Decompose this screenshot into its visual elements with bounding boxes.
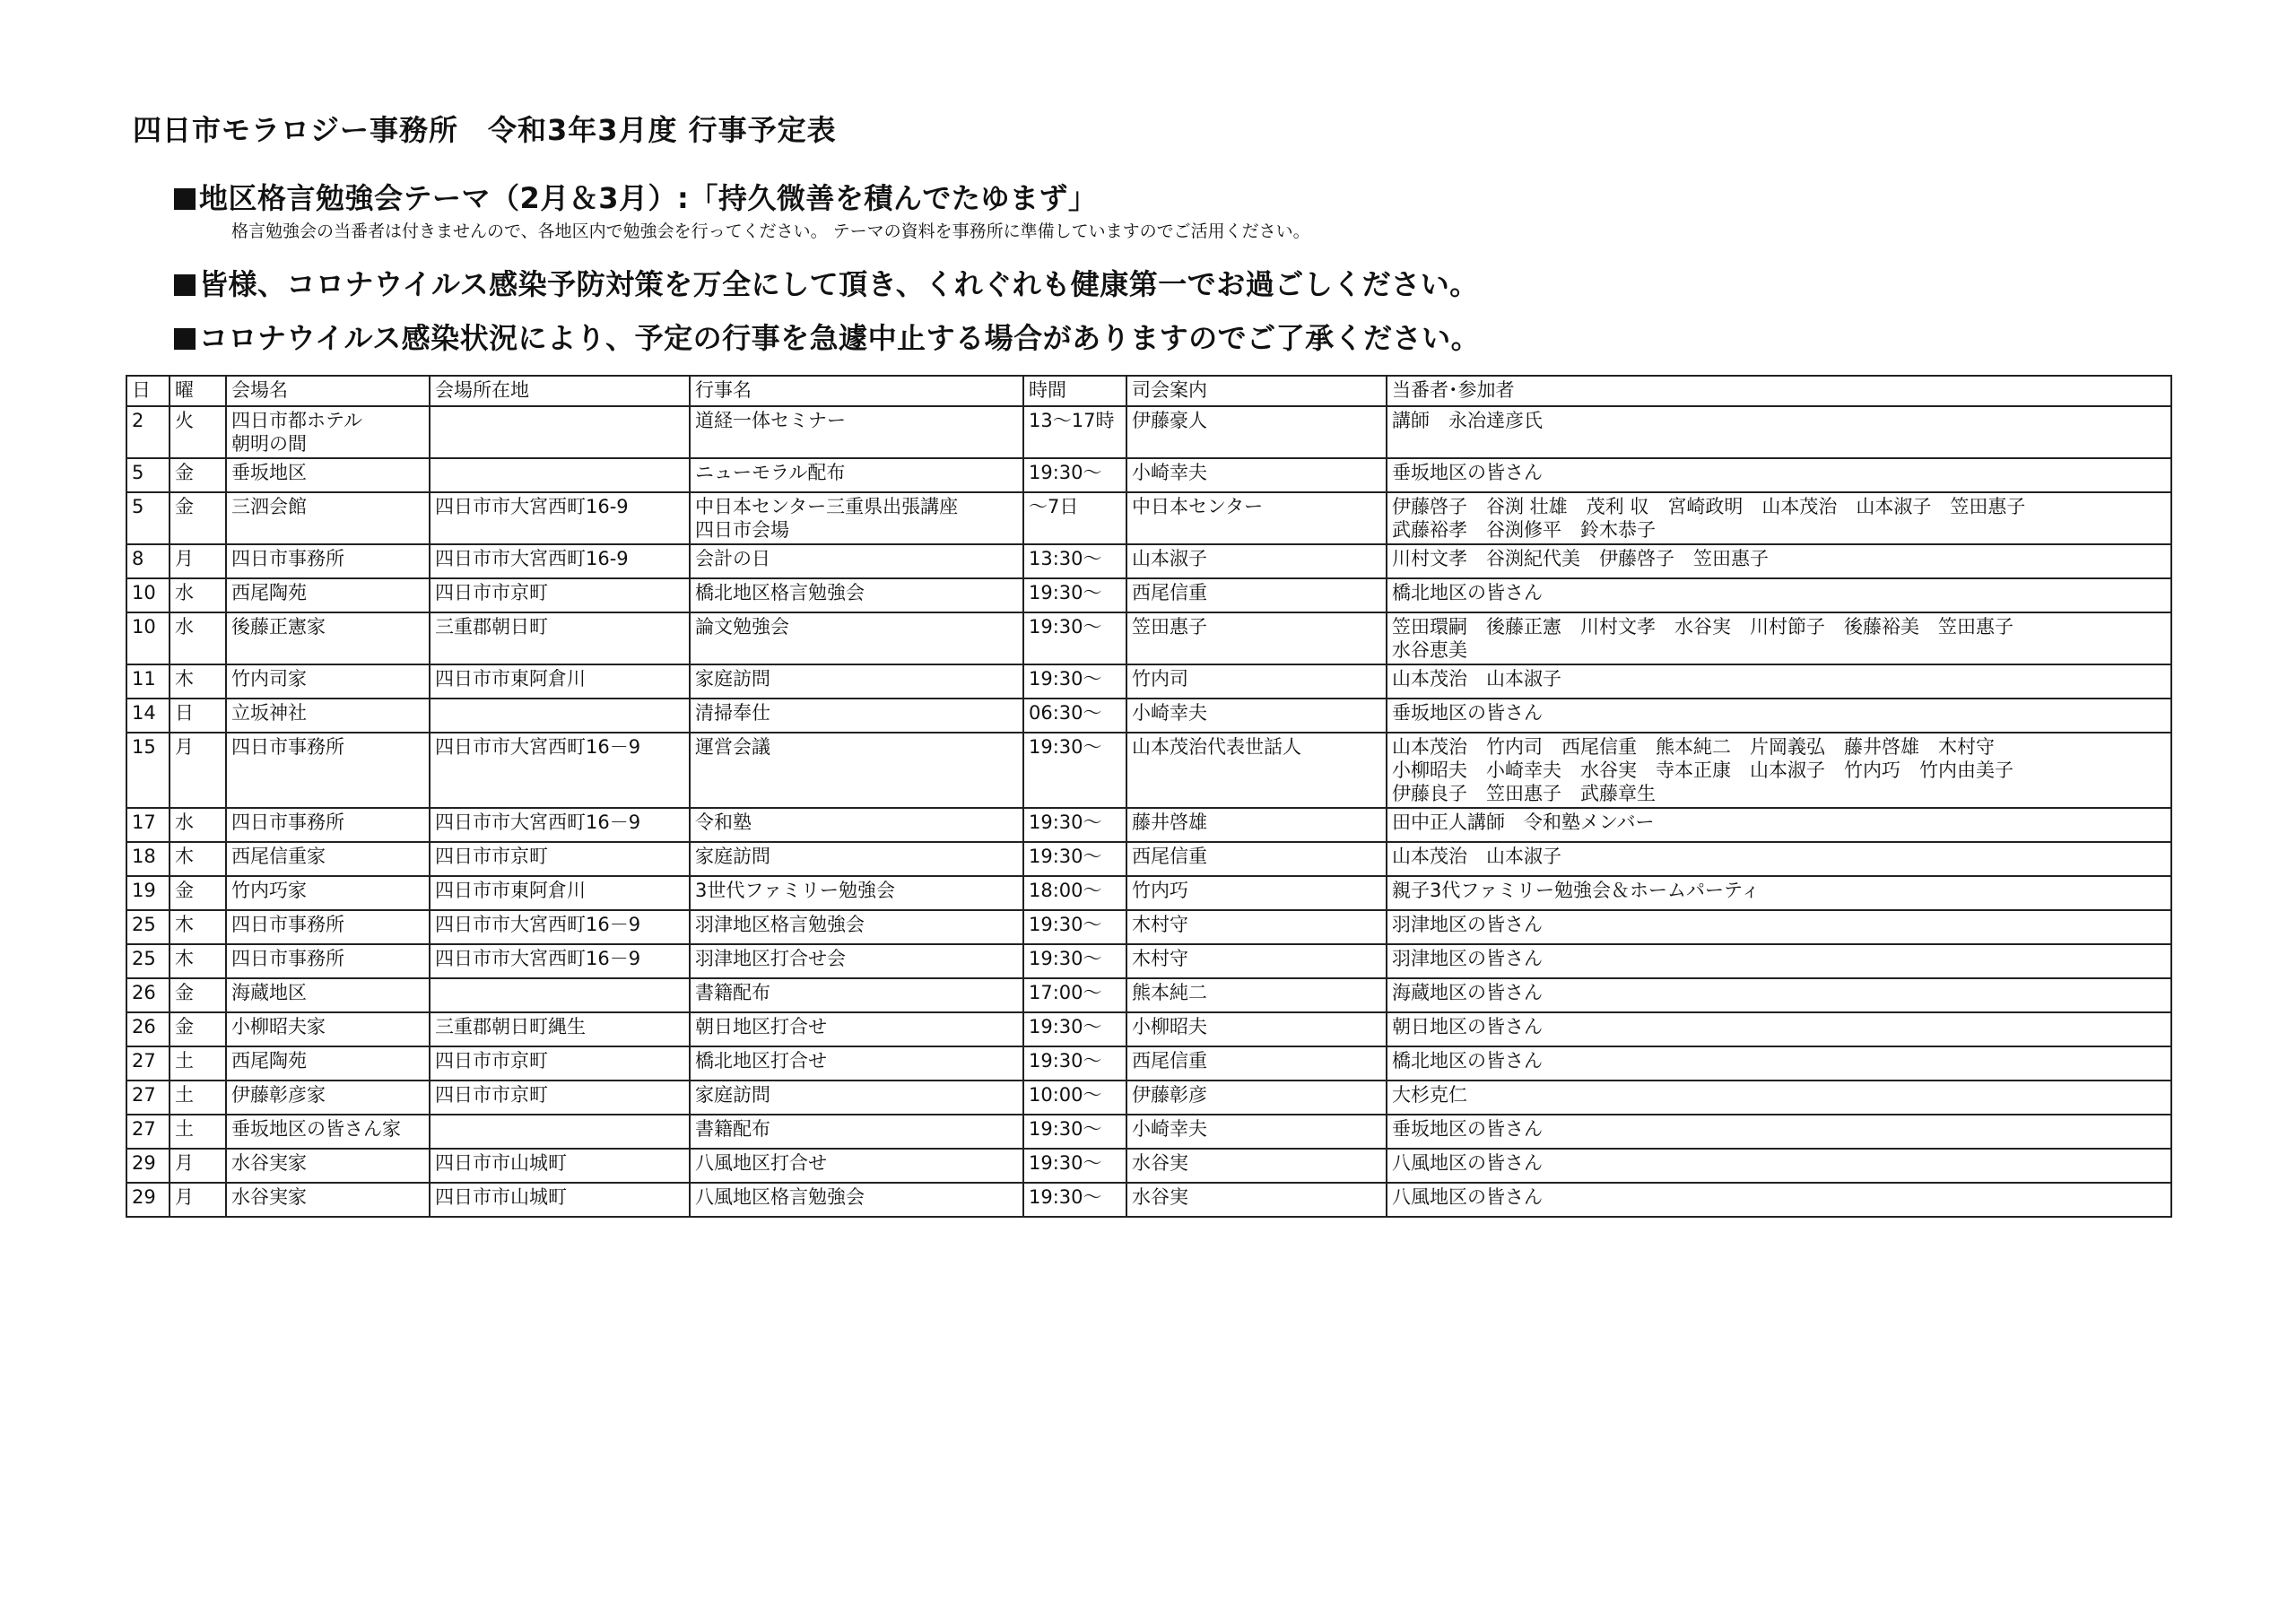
- cell-event: 運営会議: [690, 733, 1023, 808]
- cell-address: [430, 406, 690, 458]
- cell-day: 15: [126, 733, 170, 808]
- cell-time: 10:00～: [1023, 1081, 1126, 1115]
- cell-host: 小柳昭夫: [1126, 1012, 1387, 1046]
- table-row: [126, 1081, 2171, 1115]
- cell-host: 中日本センター: [1126, 492, 1387, 544]
- cell-weekday: 水: [170, 612, 226, 664]
- cell-venue: 水谷実家: [226, 1149, 430, 1183]
- cell-event: 中日本センター三重県出張講座 四日市会場: [690, 492, 1023, 544]
- cell-host: 水谷実: [1126, 1149, 1387, 1183]
- cell-host: 藤井啓雄: [1126, 808, 1387, 842]
- cell-venue: 四日市事務所: [226, 944, 430, 978]
- header-participants: 当番者･参加者: [1387, 376, 2171, 406]
- cell-event: 令和塾: [690, 808, 1023, 842]
- table-header-row: [126, 376, 2171, 406]
- cell-time: 13～17時: [1023, 406, 1126, 458]
- cell-day: 5: [126, 458, 170, 492]
- cell-weekday: 金: [170, 1012, 226, 1046]
- cell-host: 木村守: [1126, 910, 1387, 944]
- cell-day: 19: [126, 876, 170, 910]
- cell-address: 四日市市大宮西町16－9: [430, 910, 690, 944]
- schedule-table: [126, 375, 2172, 1218]
- cell-participants: 羽津地区の皆さん: [1387, 944, 2171, 978]
- cell-day: 26: [126, 1012, 170, 1046]
- table-row: [126, 664, 2171, 699]
- cell-venue: 竹内司家: [226, 664, 430, 699]
- square-bullet-icon: [174, 328, 196, 350]
- cell-weekday: 月: [170, 1183, 226, 1217]
- cell-event: 論文勉強会: [690, 612, 1023, 664]
- cell-address: 四日市市大宮西町16-9: [430, 544, 690, 578]
- cell-address: 三重郡朝日町縄生: [430, 1012, 690, 1046]
- cell-event: 橋北地区格言勉強会: [690, 578, 1023, 612]
- cell-weekday: 木: [170, 664, 226, 699]
- cell-weekday: 日: [170, 699, 226, 733]
- cell-address: 四日市市東阿倉川: [430, 664, 690, 699]
- notice-study-theme: [174, 176, 1097, 217]
- header-event: 行事名: [690, 376, 1023, 406]
- table-row: [126, 944, 2171, 978]
- header-time: 時間: [1023, 376, 1126, 406]
- cell-participants: 垂坂地区の皆さん: [1387, 699, 2171, 733]
- cell-weekday: 水: [170, 808, 226, 842]
- cell-day: 8: [126, 544, 170, 578]
- page-title: 四日市モラロジー事務所 令和3年3月度 行事予定表: [133, 113, 837, 147]
- cell-venue: 西尾信重家: [226, 842, 430, 876]
- cell-weekday: 土: [170, 1046, 226, 1081]
- schedule-body: [126, 406, 2171, 1217]
- notice-study-theme-note: 格言勉強会の当番者は付きませんので、各地区内で勉強会を行ってください。 テーマの資料を事務所に準備していますのでご活用ください。: [231, 221, 1310, 241]
- cell-event: 橋北地区打合せ: [690, 1046, 1023, 1081]
- cell-address: 四日市市山城町: [430, 1183, 690, 1217]
- cell-participants: 橋北地区の皆さん: [1387, 1046, 2171, 1081]
- cell-address: 四日市市京町: [430, 1081, 690, 1115]
- cell-time: 19:30～: [1023, 458, 1126, 492]
- cell-venue: 西尾陶苑: [226, 1046, 430, 1081]
- cell-participants: 八風地区の皆さん: [1387, 1183, 2171, 1217]
- cell-time: 19:30～: [1023, 944, 1126, 978]
- cell-event: 3世代ファミリー勉強会: [690, 876, 1023, 910]
- cell-address: 四日市市東阿倉川: [430, 876, 690, 910]
- cell-host: 西尾信重: [1126, 578, 1387, 612]
- table-row: [126, 458, 2171, 492]
- cell-time: 19:30～: [1023, 842, 1126, 876]
- cell-event: 家庭訪問: [690, 842, 1023, 876]
- table-row: [126, 406, 2171, 458]
- cell-time: 19:30～: [1023, 664, 1126, 699]
- cell-address: 四日市市京町: [430, 578, 690, 612]
- cell-host: 小崎幸夫: [1126, 699, 1387, 733]
- cell-day: 29: [126, 1183, 170, 1217]
- cell-host: 西尾信重: [1126, 1046, 1387, 1081]
- cell-event: 八風地区格言勉強会: [690, 1183, 1023, 1217]
- header-address: 会場所在地: [430, 376, 690, 406]
- cell-participants: 川村文孝 谷渕紀代美 伊藤啓子 笠田惠子: [1387, 544, 2171, 578]
- cell-venue: 西尾陶苑: [226, 578, 430, 612]
- cell-weekday: 木: [170, 910, 226, 944]
- cell-weekday: 月: [170, 733, 226, 808]
- cell-participants: 大杉克仁: [1387, 1081, 2171, 1115]
- cell-weekday: 金: [170, 458, 226, 492]
- cell-event: 清掃奉仕: [690, 699, 1023, 733]
- cell-participants: 垂坂地区の皆さん: [1387, 1115, 2171, 1149]
- table-row: [126, 842, 2171, 876]
- cell-event: 家庭訪問: [690, 664, 1023, 699]
- table-row: [126, 1183, 2171, 1217]
- cell-day: 10: [126, 578, 170, 612]
- table-row: [126, 808, 2171, 842]
- cell-weekday: 水: [170, 578, 226, 612]
- cell-address: 四日市市京町: [430, 842, 690, 876]
- cell-host: 熊本純二: [1126, 978, 1387, 1012]
- cell-weekday: 土: [170, 1081, 226, 1115]
- cell-day: 14: [126, 699, 170, 733]
- cell-day: 25: [126, 910, 170, 944]
- cell-participants: 田中正人講師 令和塾メンバー: [1387, 808, 2171, 842]
- cell-participants: 山本茂治 山本淑子: [1387, 842, 2171, 876]
- cell-event: 書籍配布: [690, 978, 1023, 1012]
- cell-day: 26: [126, 978, 170, 1012]
- cell-venue: 四日市事務所: [226, 808, 430, 842]
- cell-host: 山本淑子: [1126, 544, 1387, 578]
- header-host: 司会案内: [1126, 376, 1387, 406]
- cell-venue: 垂坂地区の皆さん家: [226, 1115, 430, 1149]
- cell-venue: 竹内巧家: [226, 876, 430, 910]
- cell-event: 書籍配布: [690, 1115, 1023, 1149]
- cell-day: 11: [126, 664, 170, 699]
- cell-day: 5: [126, 492, 170, 544]
- cell-host: 竹内司: [1126, 664, 1387, 699]
- cell-venue: 伊藤彰彦家: [226, 1081, 430, 1115]
- cell-host: 伊藤彰彦: [1126, 1081, 1387, 1115]
- cell-day: 27: [126, 1046, 170, 1081]
- cell-weekday: 土: [170, 1115, 226, 1149]
- cell-time: 19:30～: [1023, 612, 1126, 664]
- cell-event: 朝日地区打合せ: [690, 1012, 1023, 1046]
- cell-host: 笠田惠子: [1126, 612, 1387, 664]
- cell-time: 19:30～: [1023, 808, 1126, 842]
- cell-time: 19:30～: [1023, 1115, 1126, 1149]
- cell-event: 道経一体セミナー: [690, 406, 1023, 458]
- table-row: [126, 978, 2171, 1012]
- notice-text: 地区格言勉強会テーマ（2月＆3月）:「持久微善を積んでたゆまず」: [199, 181, 1098, 215]
- cell-venue: 垂坂地区: [226, 458, 430, 492]
- table-row: [126, 544, 2171, 578]
- cell-participants: 講師 永冶達彦氏: [1387, 406, 2171, 458]
- cell-time: 17:00～: [1023, 978, 1126, 1012]
- cell-time: 13:30～: [1023, 544, 1126, 578]
- cell-host: 竹内巧: [1126, 876, 1387, 910]
- cell-participants: 橋北地区の皆さん: [1387, 578, 2171, 612]
- cell-event: 八風地区打合せ: [690, 1149, 1023, 1183]
- cell-participants: 垂坂地区の皆さん: [1387, 458, 2171, 492]
- cell-time: 19:30～: [1023, 1149, 1126, 1183]
- cell-event: 羽津地区格言勉強会: [690, 910, 1023, 944]
- cell-time: 06:30～: [1023, 699, 1126, 733]
- cell-participants: 伊藤啓子 谷渕 壮雄 茂利 収 宮崎政明 山本茂治 山本淑子 笠田惠子 武藤裕孝 谷渕修平 鈴木恭子: [1387, 492, 2171, 544]
- cell-address: [430, 978, 690, 1012]
- cell-address: 四日市市山城町: [430, 1149, 690, 1183]
- cell-weekday: 火: [170, 406, 226, 458]
- cell-participants: 山本茂治 山本淑子: [1387, 664, 2171, 699]
- cell-address: 四日市市大宮西町16－9: [430, 733, 690, 808]
- cell-participants: 羽津地区の皆さん: [1387, 910, 2171, 944]
- table-row: [126, 612, 2171, 664]
- cell-day: 18: [126, 842, 170, 876]
- cell-venue: 海蔵地区: [226, 978, 430, 1012]
- cell-address: [430, 1115, 690, 1149]
- cell-weekday: 金: [170, 876, 226, 910]
- cell-participants: 海蔵地区の皆さん: [1387, 978, 2171, 1012]
- cell-day: 2: [126, 406, 170, 458]
- cell-participants: 笠田環嗣 後藤正憲 川村文孝 水谷実 川村節子 後藤裕美 笠田惠子 水谷恵美: [1387, 612, 2171, 664]
- cell-participants: 親子3代ファミリー勉強会＆ホームパーティ: [1387, 876, 2171, 910]
- cell-event: 家庭訪問: [690, 1081, 1023, 1115]
- cell-day: 10: [126, 612, 170, 664]
- cell-venue: 小柳昭夫家: [226, 1012, 430, 1046]
- cell-venue: 三泗会館: [226, 492, 430, 544]
- header-day: 日: [126, 376, 170, 406]
- cell-host: 西尾信重: [1126, 842, 1387, 876]
- notice-text: 皆様、コロナウイルス感染予防対策を万全にして頂き、くれぐれも健康第一でお過ごしください。: [199, 267, 1479, 301]
- cell-event: 羽津地区打合せ会: [690, 944, 1023, 978]
- cell-day: 27: [126, 1081, 170, 1115]
- table-row: [126, 1115, 2171, 1149]
- table-row: [126, 1046, 2171, 1081]
- cell-event: ニューモラル配布: [690, 458, 1023, 492]
- cell-day: 25: [126, 944, 170, 978]
- cell-host: 山本茂治代表世話人: [1126, 733, 1387, 808]
- cell-time: 19:30～: [1023, 1012, 1126, 1046]
- square-bullet-icon: [174, 188, 196, 210]
- cell-venue: 立坂神社: [226, 699, 430, 733]
- cell-time: ～7日: [1023, 492, 1126, 544]
- table-row: [126, 1149, 2171, 1183]
- cell-venue: 四日市事務所: [226, 544, 430, 578]
- cell-venue: 後藤正憲家: [226, 612, 430, 664]
- table-row: [126, 492, 2171, 544]
- cell-venue: 水谷実家: [226, 1183, 430, 1217]
- cell-address: 四日市市京町: [430, 1046, 690, 1081]
- cell-weekday: 木: [170, 944, 226, 978]
- table-row: [126, 910, 2171, 944]
- cell-host: 小崎幸夫: [1126, 1115, 1387, 1149]
- notice-health: [174, 262, 1479, 303]
- cell-address: [430, 699, 690, 733]
- cell-venue: 四日市事務所: [226, 733, 430, 808]
- cell-address: 四日市市大宮西町16－9: [430, 944, 690, 978]
- table-row: [126, 733, 2171, 808]
- table-row: [126, 578, 2171, 612]
- notice-cancellation: [174, 316, 1480, 357]
- cell-host: 伊藤豪人: [1126, 406, 1387, 458]
- cell-weekday: 月: [170, 1149, 226, 1183]
- cell-day: 29: [126, 1149, 170, 1183]
- cell-address: 四日市市大宮西町16－9: [430, 808, 690, 842]
- cell-weekday: 木: [170, 842, 226, 876]
- cell-time: 19:30～: [1023, 910, 1126, 944]
- cell-time: 18:00～: [1023, 876, 1126, 910]
- cell-host: 水谷実: [1126, 1183, 1387, 1217]
- cell-time: 19:30～: [1023, 733, 1126, 808]
- cell-time: 19:30～: [1023, 1183, 1126, 1217]
- cell-address: [430, 458, 690, 492]
- cell-day: 27: [126, 1115, 170, 1149]
- cell-time: 19:30～: [1023, 1046, 1126, 1081]
- cell-address: 四日市市大宮西町16-9: [430, 492, 690, 544]
- square-bullet-icon: [174, 274, 196, 296]
- table-row: [126, 699, 2171, 733]
- table-row: [126, 1012, 2171, 1046]
- table-row: [126, 876, 2171, 910]
- cell-host: 小崎幸夫: [1126, 458, 1387, 492]
- cell-address: 三重郡朝日町: [430, 612, 690, 664]
- cell-day: 17: [126, 808, 170, 842]
- cell-participants: 朝日地区の皆さん: [1387, 1012, 2171, 1046]
- cell-time: 19:30～: [1023, 578, 1126, 612]
- cell-participants: 八風地区の皆さん: [1387, 1149, 2171, 1183]
- cell-weekday: 金: [170, 978, 226, 1012]
- cell-weekday: 月: [170, 544, 226, 578]
- cell-weekday: 金: [170, 492, 226, 544]
- cell-event: 会計の日: [690, 544, 1023, 578]
- cell-venue: 四日市都ホテル 朝明の間: [226, 406, 430, 458]
- cell-host: 木村守: [1126, 944, 1387, 978]
- header-venue: 会場名: [226, 376, 430, 406]
- notice-text: コロナウイルス感染状況により、予定の行事を急遽中止する場合がありますのでご了承ください。: [199, 321, 1481, 355]
- header-weekday: 曜: [170, 376, 226, 406]
- cell-venue: 四日市事務所: [226, 910, 430, 944]
- cell-participants: 山本茂治 竹内司 西尾信重 熊本純二 片岡義弘 藤井啓雄 木村守 小柳昭夫 小崎幸夫 水谷実 寺本正康 山本淑子 竹内巧 竹内由美子 伊藤良子 笠田惠子 武藤章生: [1387, 733, 2171, 808]
